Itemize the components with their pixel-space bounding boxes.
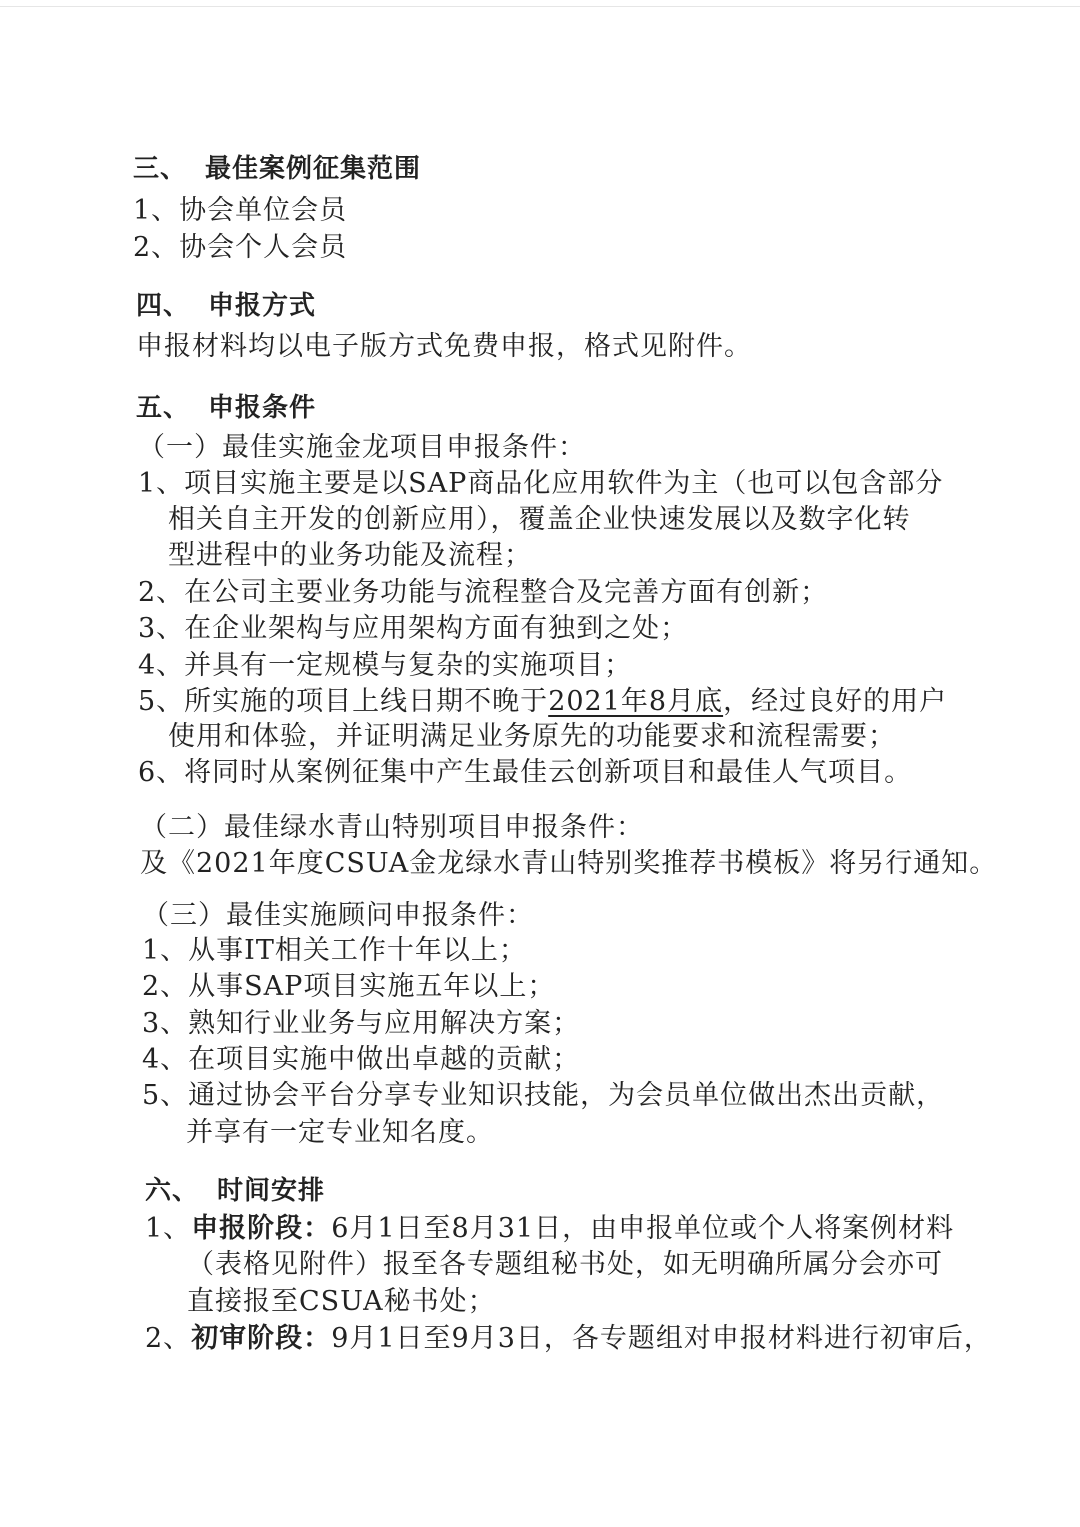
section-title: 时间安排 <box>217 1176 326 1206</box>
paragraph: 申报材料均以电子版方式免费申报，格式见附件。 <box>136 331 752 362</box>
list-item-continued: 相关自主开发的创新应用），覆盖企业快速发展以及数字化转 <box>168 504 911 535</box>
section-title: 申报方式 <box>208 291 317 321</box>
scan-edge-line <box>0 6 1080 7</box>
section-title: 申报条件 <box>208 393 317 423</box>
subsection-title: （二）最佳绿水青山特别项目申报条件： <box>140 812 644 843</box>
item-text: ，经过良好的用户 <box>723 686 948 717</box>
section-number: 三、 <box>133 154 188 184</box>
section-4-heading <box>136 289 316 323</box>
list-item <box>145 1212 954 1246</box>
item-number: 2、 <box>145 1323 192 1354</box>
list-item: 6、将同时从案例征集中产生最佳云创新项目和最佳人气项目。 <box>138 757 913 788</box>
section-5-heading <box>136 391 316 425</box>
stage-label: 申报阶段： <box>191 1213 332 1244</box>
list-item: 1、项目实施主要是以SAP商品化应用软件为主（也可以包含部分 <box>138 468 944 499</box>
item-number: 1、 <box>145 1213 192 1244</box>
section-6-heading <box>145 1174 325 1208</box>
list-item-continued: 并享有一定专业知名度。 <box>186 1117 494 1148</box>
list-item <box>138 685 947 719</box>
subsection-title: （一）最佳实施金龙项目申报条件： <box>138 432 586 463</box>
list-item-continued: 型进程中的业务功能及流程； <box>168 540 532 571</box>
paragraph: 及《2021年度CSUA金龙绿水青山特别奖推荐书模板》将另行通知。 <box>140 848 998 879</box>
list-item: 3、熟知行业业务与应用解决方案； <box>142 1008 581 1039</box>
subsection-title: （三）最佳实施顾问申报条件： <box>142 900 534 931</box>
item-text: 9月1日至9月3日，各专题组对申报材料进行初审后， <box>331 1323 992 1354</box>
list-item: 2、协会个人会员 <box>133 232 348 263</box>
list-item: 5、通过协会平台分享专业知识技能，为会员单位做出杰出贡献， <box>142 1080 945 1111</box>
item-text: 6月1日至8月31日，由申报单位或个人将案例材料 <box>331 1213 955 1244</box>
list-item: 2、从事SAP项目实施五年以上； <box>142 971 556 1002</box>
list-item: 4、在项目实施中做出卓越的贡献； <box>142 1044 581 1075</box>
section-number: 五、 <box>136 393 191 423</box>
section-number: 六、 <box>145 1176 200 1206</box>
list-item: 1、从事IT相关工作十年以上； <box>142 935 527 966</box>
stage-label: 初审阶段： <box>191 1323 332 1354</box>
list-item: 3、在企业架构与应用架构方面有独到之处； <box>138 613 689 644</box>
section-3-heading <box>133 152 421 186</box>
list-item-continued: 使用和体验，并证明满足业务原先的功能要求和流程需要； <box>168 721 896 752</box>
list-item <box>145 1322 992 1356</box>
list-item: 1、协会单位会员 <box>133 195 348 226</box>
list-item: 2、在公司主要业务功能与流程整合及完善方面有创新； <box>138 577 829 608</box>
section-number: 四、 <box>136 291 191 321</box>
section-title: 最佳案例征集范围 <box>205 154 422 184</box>
list-item: 4、并具有一定规模与复杂的实施项目； <box>138 650 633 681</box>
item-text: 5、所实施的项目上线日期不晚于 <box>138 686 549 717</box>
deadline-date: 2021年8月底 <box>548 686 724 717</box>
list-item-continued: （表格见附件）报至各专题组秘书处，如无明确所属分会亦可 <box>187 1249 943 1280</box>
list-item-continued: 直接报至CSUA秘书处； <box>187 1286 496 1317</box>
